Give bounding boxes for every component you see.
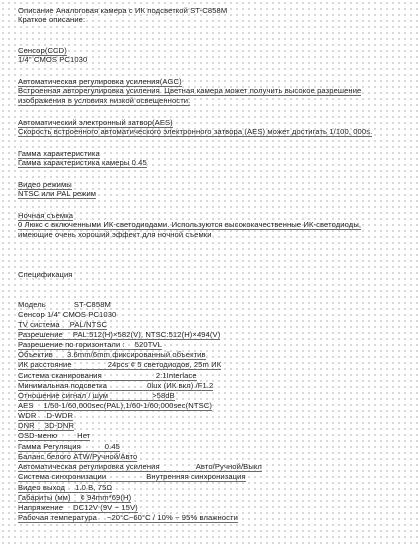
spec-value: 0.45 bbox=[104, 442, 120, 451]
night-heading: Ночная съемка bbox=[18, 211, 74, 220]
spec-label: Отношение сигнал / шум bbox=[18, 391, 109, 400]
spec-value: PAL:512(H)×582(V), NTSC:512(H)×494(V) bbox=[72, 330, 221, 339]
spec-label: Система сканирования bbox=[18, 371, 102, 380]
video-heading: Видео режимы bbox=[18, 180, 72, 189]
spec-row bbox=[18, 401, 212, 411]
spec-label: Видео выход bbox=[18, 483, 66, 492]
spec-label: Гамма Регуляция bbox=[18, 442, 81, 451]
spec-value: D-WDR bbox=[46, 411, 74, 420]
spec-row bbox=[18, 300, 111, 309]
night-line-2: имеющие очень хороший эффект для ночной съемки bbox=[18, 230, 212, 239]
spec-label: Объектив bbox=[18, 350, 53, 359]
spec-label: OSD-меню bbox=[18, 431, 58, 440]
document-title: Описание Аналоговая камера с ИК подсветкой ST-C858M bbox=[18, 6, 228, 15]
spec-value: 3.6mm/6mm фиксированный объектив bbox=[66, 350, 206, 359]
spec-row bbox=[18, 462, 262, 472]
spec-value: 1/50-1/60,000sec(PAL),1/60-1/60,000sec(NTSC) bbox=[43, 401, 212, 410]
spec-label: Минимальная подсветка bbox=[18, 381, 108, 390]
short-description-label: Краткое описание: bbox=[18, 15, 86, 24]
sensor-heading: Сенсор(CCD) bbox=[18, 46, 67, 55]
gamma-line-1: Гамма характеристика камеры 0.45 bbox=[18, 158, 147, 167]
spec-value: Авто/Ручной/Выкл bbox=[195, 462, 262, 471]
spec-row bbox=[18, 513, 238, 523]
spec-value: −20°C~60°C / 10% ~ 95% влажности bbox=[106, 513, 238, 522]
spec-value: 0lux (ИК вкл) /F1.2 bbox=[147, 381, 214, 390]
sensor-value: 1/4" CMOS PC1030 bbox=[18, 55, 88, 64]
spec-row bbox=[18, 452, 137, 462]
spec-label: Сенсор 1/4" CMOS PC1030 bbox=[18, 310, 117, 319]
spec-value: 2:1Interlace bbox=[155, 371, 197, 380]
spec-label: Разрешение по горизонтали : bbox=[18, 340, 125, 349]
agc-heading: Автоматическая регулировка усиления(AGC) bbox=[18, 77, 182, 86]
spec-row bbox=[18, 493, 131, 503]
spec-label: Модель bbox=[18, 300, 46, 309]
spec-label: Рабочая температура bbox=[18, 513, 97, 522]
spec-value: 3D-DNR bbox=[44, 421, 75, 430]
spec-row bbox=[18, 472, 246, 482]
spec-row bbox=[18, 310, 116, 319]
spec-row bbox=[18, 330, 220, 340]
spec-row bbox=[18, 360, 221, 370]
spec-label: Автоматическая регулировка усиления bbox=[18, 462, 160, 471]
spec-row bbox=[18, 320, 107, 330]
spec-row bbox=[18, 503, 138, 513]
spec-heading: Спецификация bbox=[18, 270, 73, 279]
spec-label: Баланс белого ATW/Ручной/Авто bbox=[18, 452, 138, 461]
agc-line-1: Встроенная авторегулировка усиления. Цветная камера может получить высокое разрешение bbox=[18, 86, 362, 95]
spec-row bbox=[18, 371, 197, 381]
agc-line-2: изображения в условиях низкой освещенности. bbox=[18, 96, 191, 105]
spec-row bbox=[18, 483, 112, 493]
spec-value: PAL/NTSC bbox=[69, 320, 108, 329]
spec-value: >58dB bbox=[152, 391, 175, 400]
spec-value: ST-C858M bbox=[73, 300, 111, 309]
spec-value: Нет bbox=[77, 431, 91, 440]
video-line-1: NTSC или PAL режим bbox=[18, 189, 97, 198]
aes-heading: Автоматический электронный затвор(AES) bbox=[18, 118, 173, 127]
spec-value: DC12V (9V ~ 15V) bbox=[73, 503, 138, 512]
spec-label: DNR bbox=[18, 421, 35, 430]
spec-label: AES bbox=[18, 401, 34, 410]
spec-value: ¢ 94mm*69(H) bbox=[80, 493, 132, 502]
spec-value: Внутренняя синхронизация bbox=[146, 472, 246, 481]
spec-row bbox=[18, 411, 73, 421]
spec-row bbox=[18, 381, 213, 391]
spec-label: Напряжение bbox=[18, 503, 64, 512]
spec-row bbox=[18, 340, 162, 350]
spec-label: Габариты (мм) bbox=[18, 493, 71, 502]
spec-label: WDR bbox=[18, 411, 37, 420]
spec-value: 1.0 B, 75Ω bbox=[75, 483, 113, 492]
spec-value: 24pcs ¢ 5 светодиодов, 25m ИК bbox=[107, 360, 222, 369]
gamma-heading: Гамма характеристика bbox=[18, 149, 100, 158]
spec-row bbox=[18, 421, 74, 431]
spec-row bbox=[18, 350, 206, 360]
spec-label: ИК расстояние bbox=[18, 360, 72, 369]
spec-label: Разрешение bbox=[18, 330, 63, 339]
spec-value: 520TVL bbox=[134, 340, 162, 349]
spec-row bbox=[18, 431, 90, 441]
aes-line-1: Скорость встроенного автоматического электронного затвора (AES) может достигать 1/100, 000s. bbox=[18, 127, 373, 136]
night-line-1: 0 Люкс с включенными ИК-светодиодами. Используются высококачественные ИК-светодиоды, bbox=[18, 220, 362, 229]
spec-row bbox=[18, 391, 175, 401]
spec-label: TV система bbox=[18, 320, 60, 329]
spec-row bbox=[18, 442, 120, 452]
spec-label: Система синхронизации bbox=[18, 472, 107, 481]
